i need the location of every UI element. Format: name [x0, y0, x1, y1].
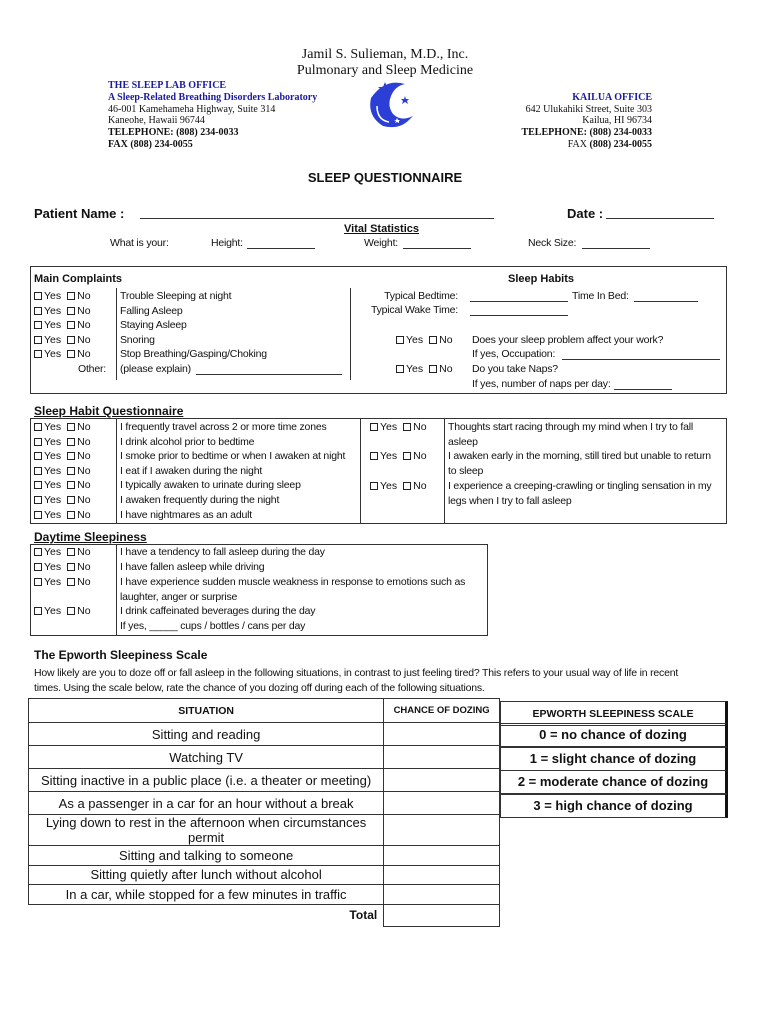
habit-yes-no[interactable]: Yes No — [34, 421, 91, 433]
daytime-label: I have experience sudden muscle weakness in response to emotions such as — [120, 576, 466, 588]
date-label: Date : — [567, 206, 604, 221]
epworth-table — [28, 698, 500, 927]
chance-of-dozing-field[interactable] — [384, 769, 500, 792]
complaint-label: Stop Breathing/Gasping/Choking — [120, 348, 267, 361]
daytime-yes-no[interactable]: Yes No — [34, 576, 91, 588]
typical-wake-field[interactable] — [470, 315, 568, 316]
daytime-label: I drink caffeinated beverages during the day — [120, 605, 316, 617]
epworth-scale-item: 1 = slight chance of dozing — [500, 747, 728, 771]
complaint-label: Staying Asleep — [120, 319, 187, 332]
complaint-label: Falling Asleep — [120, 304, 183, 317]
habit-yes-no[interactable]: Yes No — [34, 450, 91, 462]
height-field[interactable] — [247, 248, 315, 249]
habit-label: I smoke prior to bedtime or when I awaken at night — [120, 450, 346, 463]
naps-yes-no[interactable]: Yes No — [396, 363, 453, 375]
neck-size-label: Neck Size: — [528, 237, 577, 249]
habit-questionnaire-title: Sleep Habit Questionnaire — [34, 404, 184, 418]
daytime-sleepiness-title: Daytime Sleepiness — [34, 530, 147, 544]
right-office-phone: TELEPHONE: (808) 234-0033 — [521, 127, 652, 138]
habit-label: I eat if I awaken during the night — [120, 464, 263, 477]
habit-label: asleep — [448, 435, 478, 448]
chance-of-dozing-field[interactable] — [384, 885, 500, 905]
habit-label: I have nightmares as an adult — [120, 508, 252, 521]
practice-name: Pulmonary and Sleep Medicine — [296, 63, 474, 78]
daytime-label: If yes, _____ cups / bottles / cans per day — [120, 620, 306, 632]
left-office-address1: 46-001 Kamehameha Highway, Suite 314 — [108, 104, 276, 115]
daytime-label: I have a tendency to fall asleep during the day — [120, 546, 325, 558]
date-field[interactable] — [606, 218, 714, 219]
chance-of-dozing-field[interactable] — [384, 865, 500, 885]
left-office-name: THE SLEEP LAB OFFICE — [108, 80, 227, 91]
habit-label: I experience a creeping-crawling or tingling sensation in my — [448, 480, 712, 492]
chance-of-dozing-field[interactable] — [384, 792, 500, 815]
situation-row — [29, 815, 500, 846]
vital-statistics-title: Vital Statistics — [344, 223, 419, 235]
typical-wake-label: Typical Wake Time: — [370, 304, 458, 316]
what-is-your-label: What is your: — [110, 237, 169, 249]
occupation-label: If yes, Occupation: — [472, 348, 556, 360]
habit-yes-no[interactable]: Yes No — [34, 479, 91, 491]
habit-label: I drink alcohol prior to bedtime — [120, 435, 255, 448]
daytime-label: laughter, anger or surprise — [120, 591, 238, 603]
daytime-label: I have fallen asleep while driving — [120, 561, 265, 573]
time-in-bed-field[interactable] — [634, 301, 698, 302]
epworth-instructions-line2: times. Using the scale below, rate the chance of you dozing off during each of the following situations. — [34, 682, 485, 694]
right-office-name: KAILUA OFFICE — [572, 92, 652, 103]
sleep-habits-title: Sleep Habits — [508, 273, 575, 285]
habit-yes-no[interactable]: Yes No — [34, 494, 91, 506]
situation-label: Lying down to rest in the afternoon when circumstances permit — [29, 815, 384, 846]
other-explain-label: (please explain) — [120, 363, 191, 375]
naps-question: Do you take Naps? — [472, 363, 558, 375]
chance-of-dozing-field[interactable] — [384, 746, 500, 769]
habit-yes-no[interactable]: Yes No — [34, 465, 91, 477]
height-label: Height: — [211, 237, 243, 249]
habit-label: I awaken early in the morning, still tired but unable to return — [448, 450, 711, 462]
left-office-fax: FAX (808) 234-0055 — [108, 139, 193, 150]
situation-label: Sitting and reading — [29, 723, 384, 746]
moon-stars-logo — [365, 76, 415, 130]
situation-label: Sitting inactive in a public place (i.e. a theater or meeting) — [29, 769, 384, 792]
habit-label: I awaken frequently during the night — [120, 494, 280, 506]
left-office-phone: TELEPHONE: (808) 234-0033 — [108, 127, 239, 138]
situation-row — [29, 846, 500, 866]
complaint-yes-no[interactable]: Yes No — [34, 305, 91, 317]
typical-bedtime-label: Typical Bedtime: — [384, 290, 458, 302]
chance-of-dozing-field[interactable] — [384, 723, 500, 746]
naps-per-day-label: If yes, number of naps per day: — [472, 378, 611, 390]
right-office-address1: 642 Ulukahiki Street, Suite 303 — [525, 104, 652, 115]
chance-of-dozing-field[interactable] — [384, 815, 500, 846]
situation-label: Sitting quietly after lunch without alcohol — [29, 865, 384, 885]
typical-bedtime-field[interactable] — [470, 301, 568, 302]
habit-label: I frequently travel across 2 or more time zones — [120, 421, 327, 433]
other-explain-field[interactable] — [196, 374, 342, 375]
situation-label: As a passenger in a car for an hour without a break — [29, 792, 384, 815]
total-label: Total — [349, 908, 378, 923]
other-label: Other: — [78, 363, 106, 375]
complaint-label: Snoring — [120, 333, 155, 346]
habit-label: to sleep — [448, 464, 484, 477]
habit-yes-no[interactable]: Yes No — [34, 509, 91, 521]
chance-header: CHANCE OF DOZING — [384, 699, 500, 723]
situation-row — [29, 723, 500, 746]
habit-yes-no[interactable]: Yes No — [370, 421, 427, 433]
epworth-title: The Epworth Sleepiness Scale — [34, 648, 208, 662]
complaint-label: Trouble Sleeping at night — [120, 290, 232, 302]
situation-label: Watching TV — [29, 746, 384, 769]
naps-per-day-field[interactable] — [614, 389, 672, 390]
total-field[interactable] — [384, 904, 500, 926]
situation-label: In a car, while stopped for a few minutes in traffic — [29, 885, 384, 905]
daytime-yes-no[interactable]: Yes No — [34, 546, 91, 558]
patient-name-label: Patient Name : — [34, 206, 125, 221]
habit-label: legs when I try to fall asleep — [448, 494, 572, 507]
situation-label: Sitting and talking to someone — [29, 846, 384, 866]
epworth-scale-item: 0 = no chance of dozing — [500, 723, 728, 747]
habit-yes-no[interactable]: Yes No — [370, 450, 427, 462]
situation-row — [29, 865, 500, 885]
situation-row — [29, 792, 500, 815]
complaint-yes-no[interactable]: Yes No — [34, 319, 91, 331]
neck-size-field[interactable] — [582, 248, 650, 249]
situation-header: SITUATION — [29, 699, 384, 723]
form-title: SLEEP QUESTIONNAIRE — [307, 170, 463, 185]
time-in-bed-label: Time In Bed: — [572, 290, 629, 302]
main-complaints-title: Main Complaints — [34, 273, 123, 285]
doctor-name: Jamil S. Sulieman, M.D., Inc. — [301, 47, 469, 62]
habit-label: Thoughts start racing through my mind when I try to fall — [448, 421, 693, 433]
chance-of-dozing-field[interactable] — [384, 846, 500, 866]
habit-label: I typically awaken to urinate during sleep — [120, 479, 301, 492]
left-office-subtitle: A Sleep-Related Breathing Disorders Laboratory — [108, 92, 318, 103]
right-office-fax: FAX (808) 234-0055 — [567, 139, 652, 150]
complaint-yes-no[interactable]: Yes No — [34, 334, 91, 346]
situation-row — [29, 769, 500, 792]
work-affect-yes-no[interactable]: Yes No — [396, 334, 453, 346]
epworth-scale-item: 3 = high chance of dozing — [500, 794, 728, 818]
patient-name-field[interactable] — [140, 218, 494, 219]
daytime-yes-no[interactable]: Yes No — [34, 561, 91, 573]
left-office-address2: Kaneohe, Hawaii 96744 — [108, 115, 205, 126]
situation-row — [29, 885, 500, 905]
weight-field[interactable] — [403, 248, 471, 249]
work-affect-question: Does your sleep problem affect your work? — [472, 334, 664, 346]
habit-yes-no[interactable]: Yes No — [34, 436, 91, 448]
epworth-scale-header: EPWORTH SLEEPINESS SCALE — [500, 701, 728, 726]
daytime-yes-no[interactable]: Yes No — [34, 605, 91, 617]
right-office-address2: Kailua, HI 96734 — [582, 115, 652, 126]
occupation-field[interactable] — [562, 359, 720, 360]
complaint-yes-no[interactable]: Yes No — [34, 290, 91, 302]
weight-label: Weight: — [364, 237, 399, 249]
epworth-instructions-line1: How likely are you to doze off or fall asleep in the following situations, in contrast to just feeling tired? This refers to your usual way of life in recent — [34, 667, 679, 679]
epworth-scale-item: 2 = moderate chance of dozing — [500, 770, 728, 794]
habit-yes-no[interactable]: Yes No — [370, 480, 427, 492]
situation-row — [29, 746, 500, 769]
complaint-yes-no[interactable]: Yes No — [34, 348, 91, 360]
